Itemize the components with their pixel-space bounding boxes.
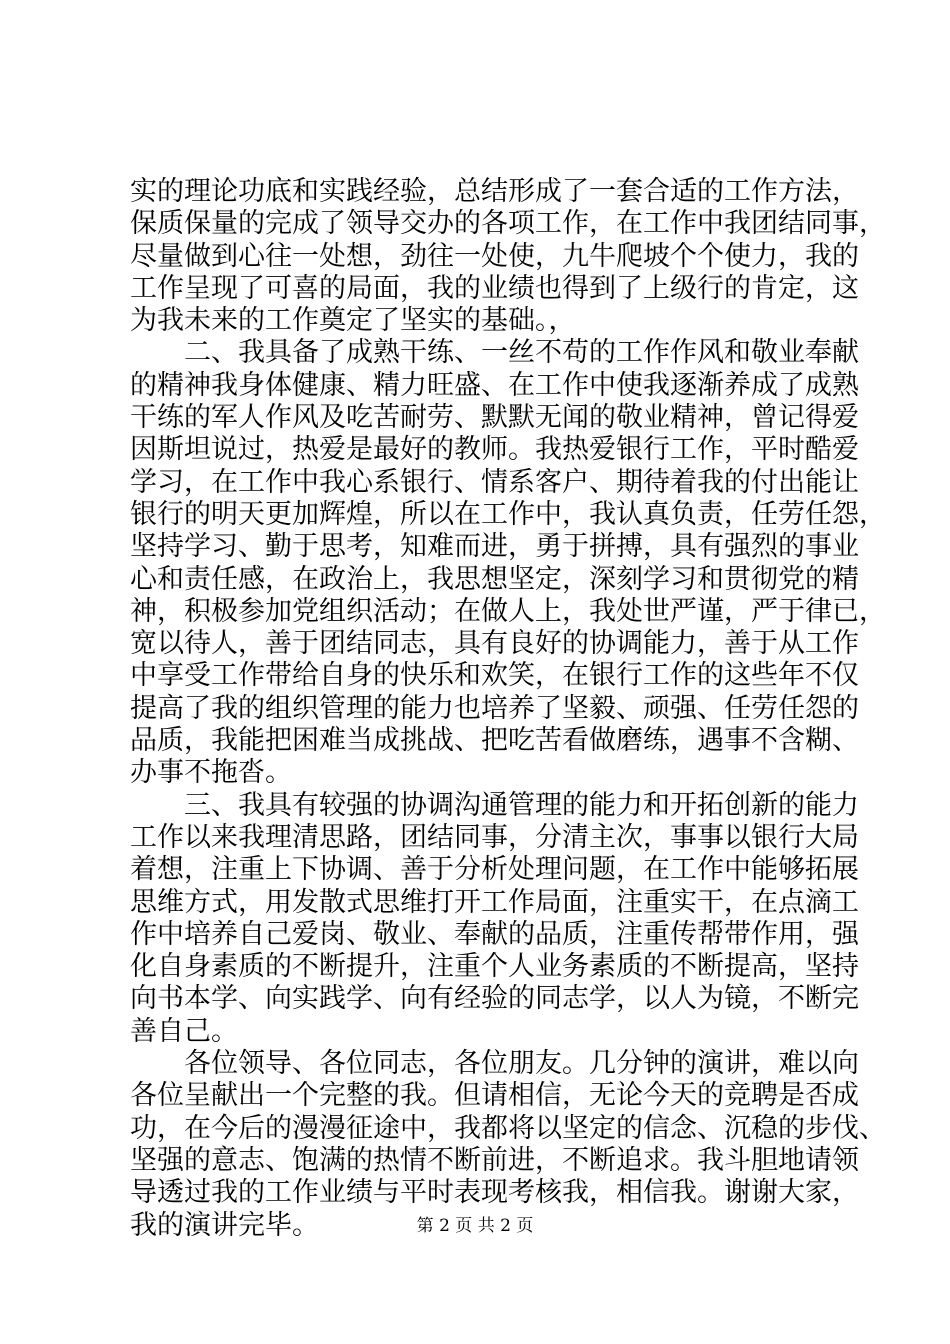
document-body <box>130 176 886 1242</box>
paragraph-line: 二、我具备了成熟干练、一丝不苟的工作作风和敬业奉献 <box>184 337 859 369</box>
paragraph-line: 银行的明天更加辉煌，所以在工作中，我认真负责，任劳任怨， <box>130 498 886 530</box>
paragraph-line: 工作以来我理清思路，团结同事，分清主次，事事以银行大局 <box>130 821 859 853</box>
paragraph-line: 向书本学、向实践学、向有经验的同志学，以人为镜，不断完 <box>130 983 859 1015</box>
paragraph-line: 因斯坦说过，热爱是最好的教师。我热爱银行工作，平时酷爱 <box>130 434 859 466</box>
paragraph-line: 化自身素质的不断提升，注重个人业务素质的不断提高，坚持 <box>130 951 859 983</box>
paragraph-line: 功，在今后的漫漫征途中，我都将以坚定的信念、沉稳的步伐、 <box>130 1112 886 1144</box>
paragraph-line: 宽以待人，善于团结同志，具有良好的协调能力，善于从工作 <box>130 628 859 660</box>
paragraph-line: 思维方式，用发散式思维打开工作局面，注重实干，在点滴工 <box>130 886 859 918</box>
paragraph-line: 各位领导、各位同志，各位朋友。几分钟的演讲，难以向 <box>184 1048 859 1080</box>
paragraph-line: 坚强的意志、饱满的热情不断前进，不断追求。我斗胆地请领 <box>130 1144 859 1176</box>
paragraph-line: 的精神我身体健康、精力旺盛、在工作中使我逐渐养成了成熟 <box>130 369 859 401</box>
paragraph-line: 保质保量的完成了领导交办的各项工作，在工作中我团结同事， <box>130 208 886 240</box>
page-footer: 第 2 页 共 2 页 <box>416 1216 534 1236</box>
paragraph-line: 提高了我的组织管理的能力也培养了坚毅、顽强、任劳任怨的 <box>130 692 859 724</box>
paragraph-line: 我的演讲完毕。 <box>130 1209 319 1241</box>
paragraph-line: 坚持学习、勤于思考，知难而进，勇于拼搏，具有强烈的事业 <box>130 531 859 563</box>
paragraph-line: 办事不拖沓。 <box>130 757 292 789</box>
paragraph-line: 心和责任感，在政治上，我思想坚定，深刻学习和贯彻党的精 <box>130 563 859 595</box>
paragraph-line: 干练的军人作风及吃苦耐劳、默默无闻的敬业精神，曾记得爱 <box>130 402 859 434</box>
paragraph-line: 尽量做到心往一处想，劲往一处使，九牛爬坡个个使力，我的 <box>130 240 859 272</box>
paragraph-line: 品质，我能把困难当成挑战、把吃苦看做磨练，遇事不含糊、 <box>130 725 859 757</box>
paragraph-line: 善自己。 <box>130 1015 238 1047</box>
paragraph-line: 作中培养自己爱岗、敬业、奉献的品质，注重传帮带作用，强 <box>130 918 859 950</box>
paragraph-line: 实的理论功底和实践经验，总结形成了一套合适的工作方法， <box>130 176 859 207</box>
paragraph-line: 三、我具有较强的协调沟通管理的能力和开拓创新的能力 <box>184 789 859 821</box>
paragraph-line: 导透过我的工作业绩与平时表现考核我，相信我。谢谢大家， <box>130 1177 859 1209</box>
paragraph-line: 工作呈现了可喜的局面，我的业绩也得到了上级行的肯定，这 <box>130 272 859 304</box>
paragraph-line: 着想，注重上下协调、善于分析处理问题，在工作中能够拓展 <box>130 854 859 886</box>
paragraph-line: 中享受工作带给自身的快乐和欢笑，在银行工作的这些年不仅 <box>130 660 859 692</box>
paragraph-line: 学习，在工作中我心系银行、情系客户、期待着我的付出能让 <box>130 466 859 498</box>
paragraph-line: 神，积极参加党组织活动；在做人上，我处世严谨，严于律已， <box>130 595 886 627</box>
paragraph-line: 各位呈献出一个完整的我。但请相信，无论今天的竞聘是否成 <box>130 1080 859 1112</box>
paragraph-line: 为我未来的工作奠定了坚实的基础。， <box>130 305 576 337</box>
